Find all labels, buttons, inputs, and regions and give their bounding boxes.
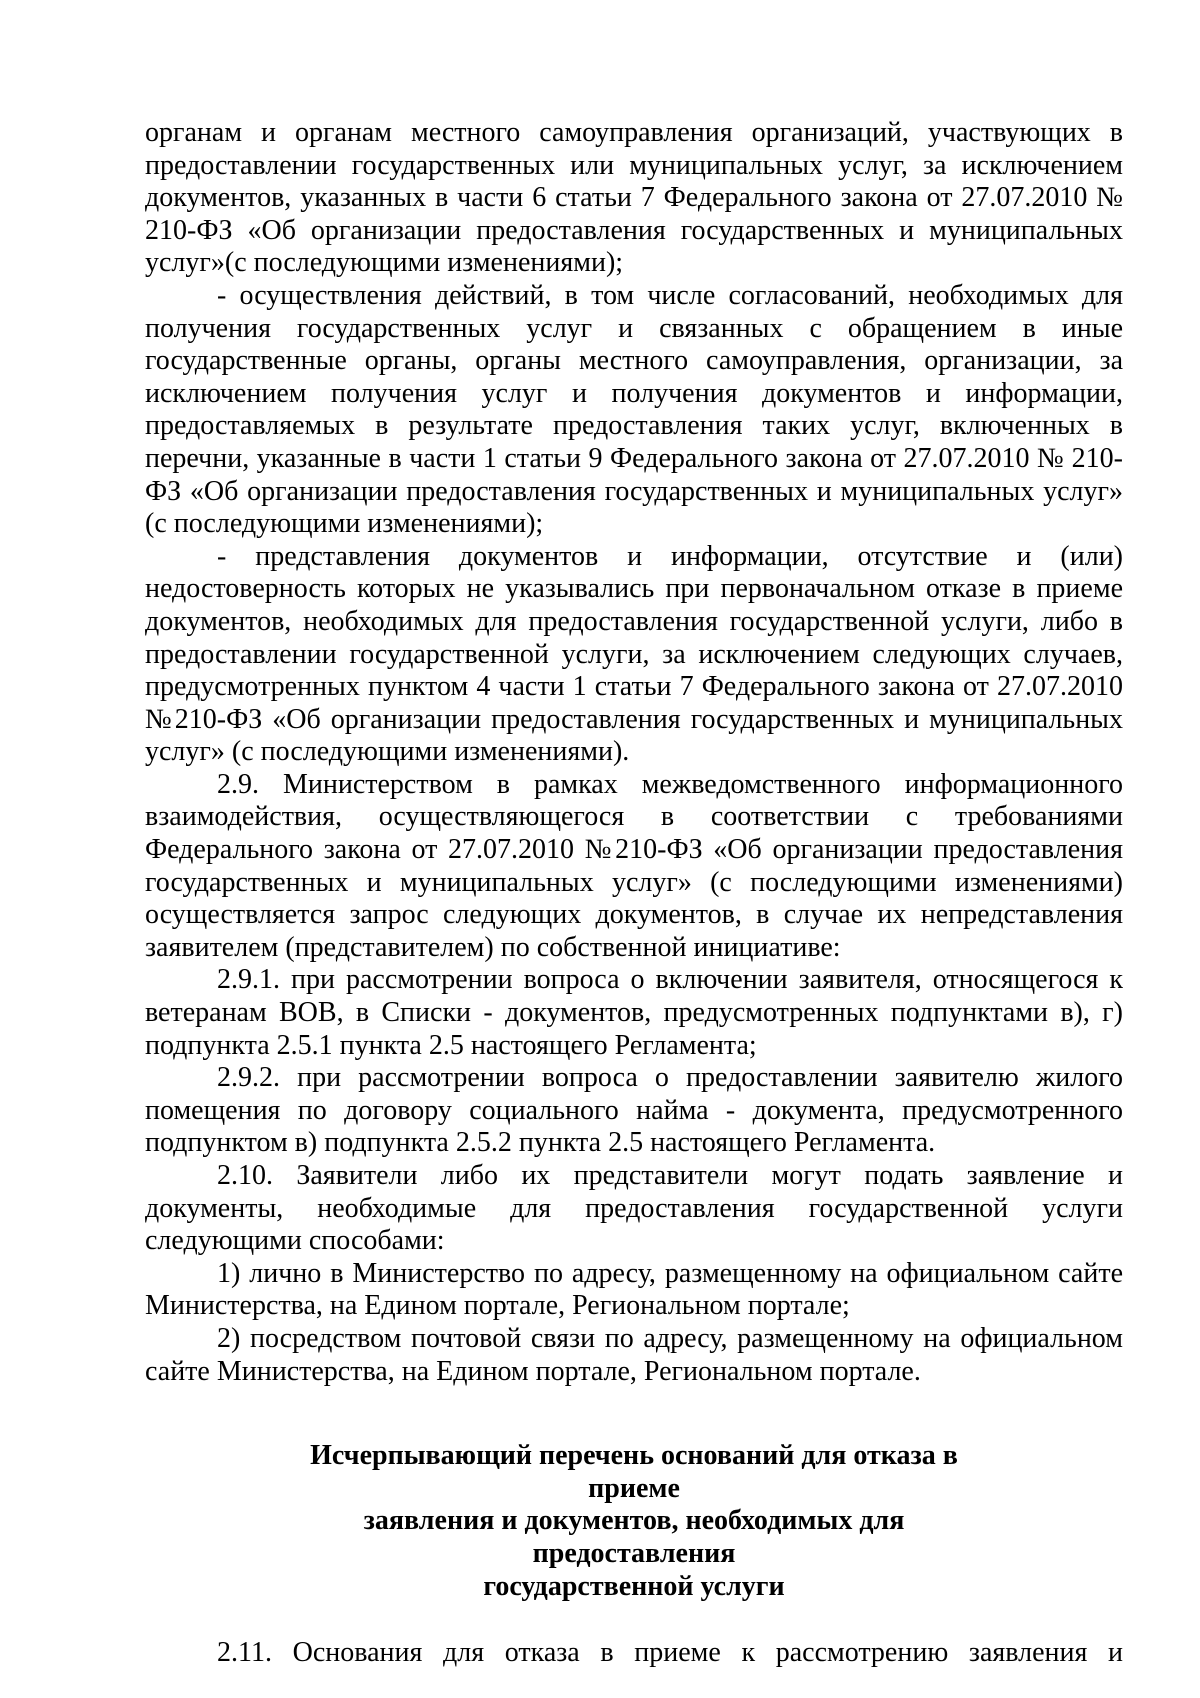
section-heading-line-3: государственной услуги	[483, 1570, 785, 1602]
section-heading	[145, 1440, 1123, 1603]
section-heading-line-1: Исчерпывающий перечень оснований для отказа в приеме	[310, 1440, 958, 1504]
paragraph-2-9-2: 2.9.2. при рассмотрении вопроса о предоставлении заявителю жилого помещения по договору социального найма - документа, предусмотренного подпунктом в) подпункта 2.5.2 пункта 2.5 настоящего Регламента.	[145, 1062, 1123, 1159]
paragraph-2-9-1: 2.9.1. при рассмотрении вопроса о включении заявителя, относящегося к ветеранам ВОВ, в Списки - документов, предусмотренных подпунктами в), г) подпункта 2.5.1 пункта 2.5 настоящего Регламента;	[145, 964, 1123, 1061]
paragraph-method-1: 1) лично в Министерство по адресу, размещенному на официальном сайте Министерства, на Едином портале, Региональном портале;	[145, 1257, 1123, 1322]
paragraph-method-2: 2) посредством почтовой связи по адресу, размещенному на официальном сайте Министерства, на Едином портале, Региональном портале.	[145, 1322, 1123, 1387]
paragraph-2-11: 2.11. Основания для отказа в приеме к рассмотрению заявления и	[217, 1637, 1123, 1669]
section-heading-line-2: заявления и документов, необходимых для предоставления	[363, 1505, 905, 1569]
paragraph-3: - представления документов и информации, отсутствие и (или) недостоверность которых не указывались при первоначальном отказе в приеме документов, необходимых для предоставления государственной услуги, либо в предоставлении государственной услуги, за исключением следующих случаев, предусмотренных пунктом 4 части 1 статьи 7 Федерального закона от 27.07.2010 №210-ФЗ «Об организации предоставления государственных и муниципальных услуг» (с последующими изменениями).	[145, 540, 1123, 768]
document-body	[145, 117, 1123, 1670]
paragraph-2-10: 2.10. Заявители либо их представители могут подать заявление и документы, необходимые для предоставления государственной услуги следующими способами:	[145, 1160, 1123, 1257]
paragraph-2-9: 2.9. Министерством в рамках межведомственного информационного взаимодействия, осуществляющегося в соответствии с требованиями Федерального закона от 27.07.2010 №210-ФЗ «Об организации предоставления государственных и муниципальных услуг» (с последующими изменениями) осуществляется запрос следующих документов, в случае их непредставления заявителем (представителем) по собственной инициативе:	[145, 768, 1123, 963]
paragraph-2: - осуществления действий, в том числе согласований, необходимых для получения государственных услуг и связанных с обращением в иные государственные органы, органы местного самоуправления, организации, за исключением получения услуг и получения документов и информации, предоставляемых в результате предоставления таких услуг, включенных в перечни, указанные в части 1 статьи 9 Федерального закона от 27.07.2010 № 210-ФЗ «Об организации предоставления государственных и муниципальных услуг» (с последующими изменениями);	[145, 279, 1123, 540]
paragraph-1: органам и органам местного самоуправления организаций, участвующих в предоставлении государственных или муниципальных услуг, за исключением документов, указанных в части 6 статьи 7 Федерального закона от 27.07.2010 № 210-ФЗ «Об организации предоставления государственных и муниципальных услуг»(с последующими изменениями);	[145, 117, 1123, 279]
